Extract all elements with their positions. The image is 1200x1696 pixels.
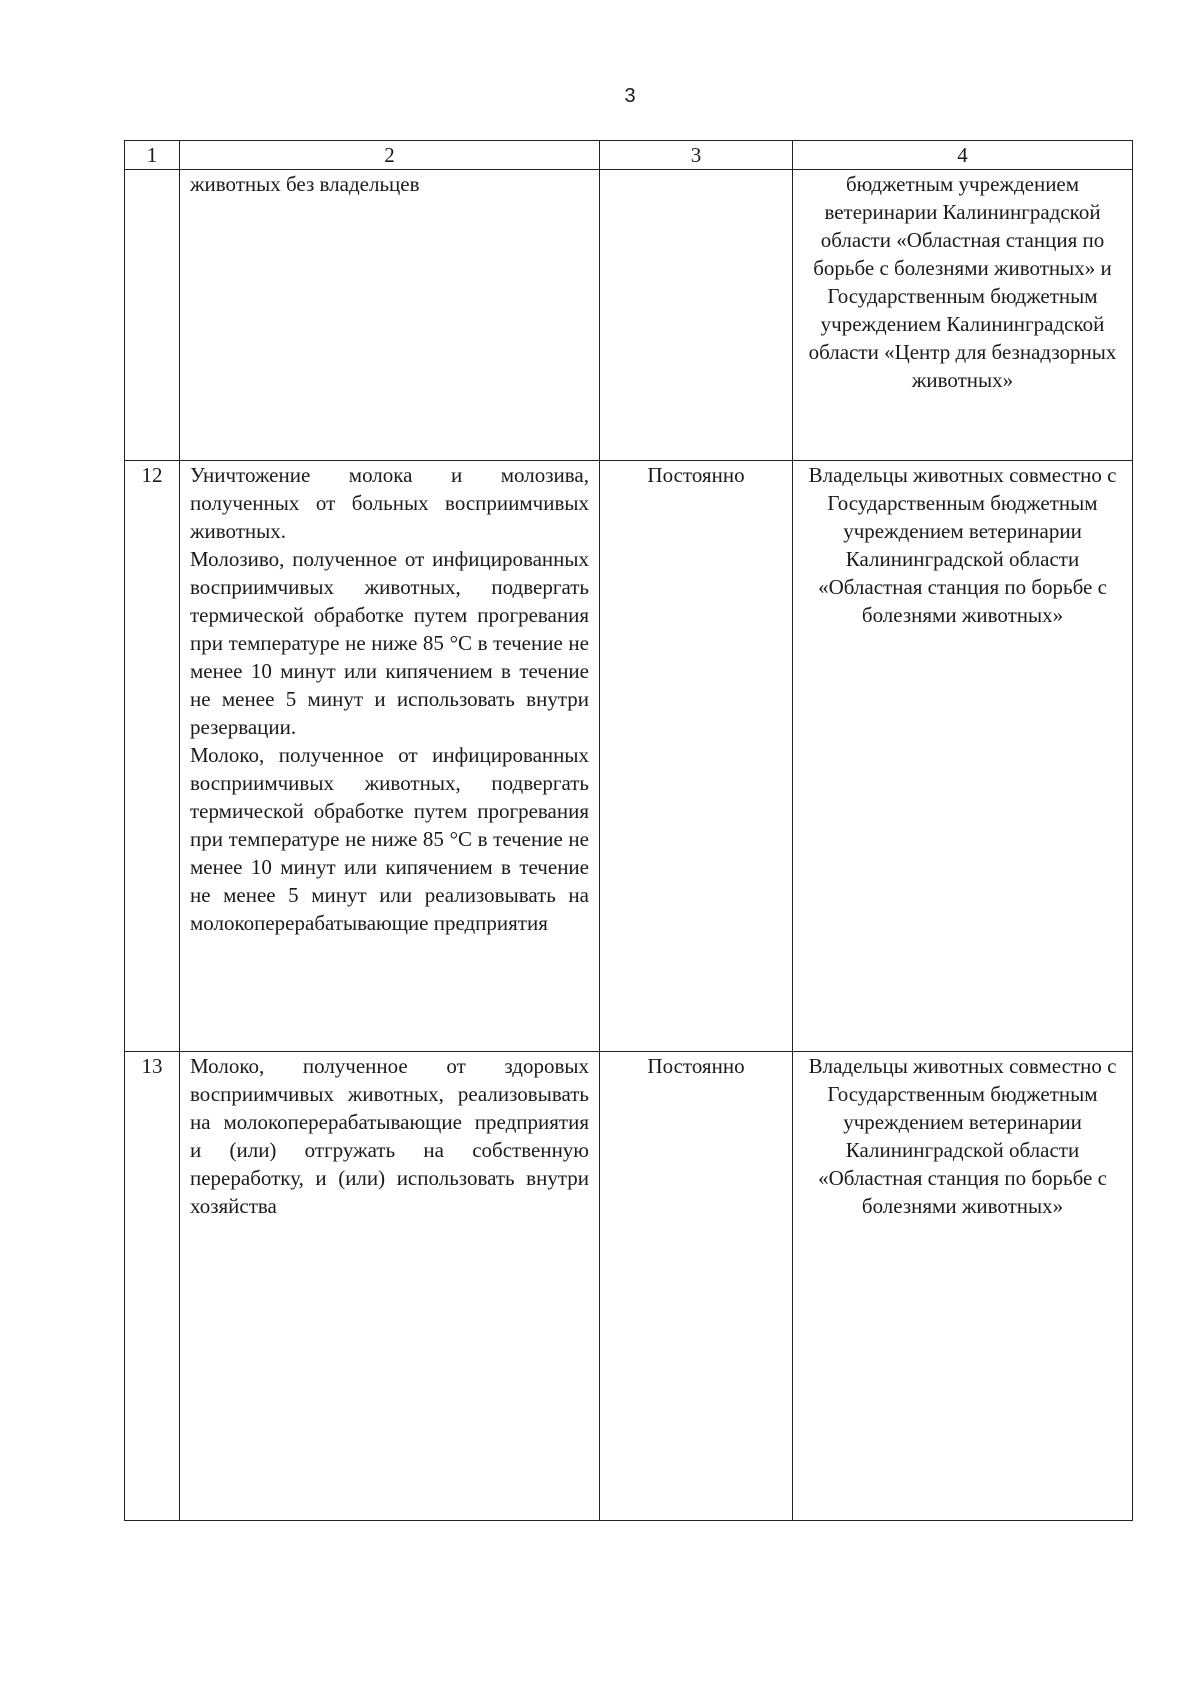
- column-header-2: 2: [180, 141, 600, 170]
- page-number: 3: [624, 85, 636, 107]
- row-number: 12: [125, 461, 180, 1052]
- table-header-row: [125, 141, 1133, 170]
- row-description: [180, 461, 600, 1052]
- measures-table: [124, 140, 1133, 1521]
- row-number: 13: [125, 1052, 180, 1521]
- table-row: [125, 1052, 1133, 1521]
- row-period: Постоянно: [600, 461, 793, 1052]
- column-header-4: 4: [793, 141, 1133, 170]
- row-description: [180, 1052, 600, 1521]
- description-paragraph: Молоко, полученное от здоровых восприимчивых животных, реализовывать на молокоперерабатывающие предприятия и (или) отгружать на собственную переработку, и (или) использовать внутри хозяйства: [190, 1054, 589, 1218]
- description-paragraph: животных без владельцев: [190, 172, 420, 196]
- description-paragraph: Уничтожение молока и молозива, полученных от больных восприимчивых животных.: [190, 463, 589, 543]
- row-period: [600, 170, 793, 461]
- description-paragraph: Молоко, полученное от инфицированных восприимчивых животных, подвергать термической обработке путем прогревания при температуре не ниже 85 °С в течение не менее 10 минут или кипячением в течение не менее 5 минут или реализовывать на молокоперерабатывающие предприятия: [190, 743, 589, 935]
- row-responsible: Владельцы животных совместно с Государственным бюджетным учреждением ветеринарии Калининградской области «Областная станция по борьбе с болезнями животных»: [793, 461, 1133, 1052]
- row-period: Постоянно: [600, 1052, 793, 1521]
- table-row: [125, 461, 1133, 1052]
- row-description: [180, 170, 600, 461]
- row-responsible: Владельцы животных совместно с Государственным бюджетным учреждением ветеринарии Калининградской области «Областная станция по борьбе с болезнями животных»: [793, 1052, 1133, 1521]
- row-number: [125, 170, 180, 461]
- description-paragraph: Молозиво, полученное от инфицированных восприимчивых животных, подвергать термической обработке путем прогревания при температуре не ниже 85 °С в течение не менее 10 минут или кипячением в течение не менее 5 минут и использовать внутри резервации.: [190, 547, 589, 739]
- table-row: [125, 170, 1133, 461]
- column-header-3: 3: [600, 141, 793, 170]
- column-header-1: 1: [125, 141, 180, 170]
- row-responsible: бюджетным учреждением ветеринарии Калининградской области «Областная станция по борьбе с болезнями животных» и Государственным бюджетным учреждением Калининградской области «Центр для безнадзорных животных»: [793, 170, 1133, 461]
